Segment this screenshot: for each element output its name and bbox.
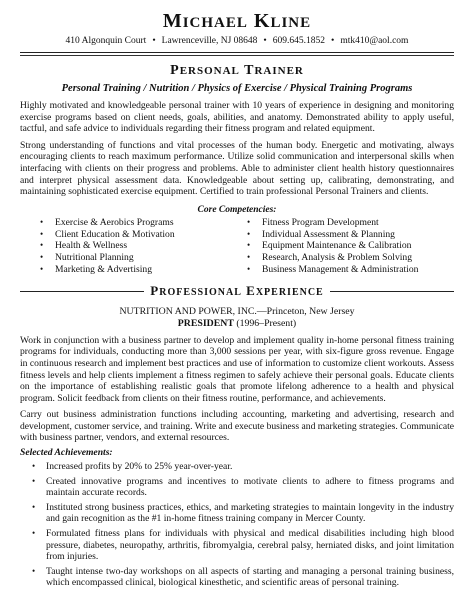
bullet-icon: • <box>32 565 36 576</box>
bullet-icon: • <box>40 240 44 251</box>
employer-line: NUTRITION AND POWER, INC.—Princeton, New Jersey <box>119 305 355 317</box>
bullet-icon: • <box>32 475 36 486</box>
experience-header <box>20 284 454 300</box>
contact-phone: 609.645.1852 <box>272 36 325 46</box>
bullet-icon: • <box>247 263 251 274</box>
competency-item: • Research, Analysis & Problem Solving <box>247 252 413 264</box>
competency-item: • Marketing & Advertising <box>40 263 152 275</box>
competencies-title: Core Competencies: <box>197 204 277 215</box>
competency-item: • Equipment Maintenance & Calibration <box>247 240 412 252</box>
summary-tagline: Personal Training / Nutrition / Physics of Exercise / Physical Training Programs <box>61 83 413 94</box>
competencies-grid <box>20 217 454 276</box>
name-first-rest: ICHAEL <box>182 15 248 31</box>
competencies-right <box>247 217 454 276</box>
competency-item: • Client Education & Motivation <box>40 228 175 240</box>
competencies-left <box>40 217 247 276</box>
achievement-item: • Created innovative programs and incentives to motivate clients to adhere to fitness programs and maintain accurate records. <box>32 475 454 499</box>
bullet-icon: • <box>247 252 251 263</box>
header-rule <box>20 52 454 53</box>
achievements-title: Selected Achievements: <box>20 447 113 459</box>
achievement-item: • Taught intense two-day workshops on all aspects of starting and managing a personal training business, which encompassed clinical, biological kinesthetic, and scientific areas of personal training. <box>32 565 454 589</box>
name-last-rest: LINE <box>270 15 312 31</box>
contact-separator: • <box>330 36 335 46</box>
summary-title: PERSONAL TRAINER <box>170 63 304 78</box>
competency-item: • Exercise & Aerobics Programs <box>40 216 174 228</box>
competency-item: • Health & Wellness <box>40 240 128 252</box>
summary-paragraph-1: Highly motivated and knowledgeable personal trainer with 10 years of experience in designing and monitoring exercise programs based on client needs, goals, abilities, and anatomy. Demonstrated ability to apply useful, tactful, and safe advice to individuals regarding their fitness program and related equipment. <box>20 100 454 135</box>
bullet-icon: • <box>40 263 44 274</box>
contact-separator: • <box>263 36 267 46</box>
name-last-initial: K <box>253 10 271 32</box>
contact-line <box>20 35 454 47</box>
contact-address: 410 Algonquin Court <box>65 36 147 46</box>
resume-page <box>0 10 474 613</box>
role-line <box>20 318 454 330</box>
achievement-item: • Increased profits by 20% to 25% year-over-year. <box>32 461 233 473</box>
contact-email: mtk410@aol.com <box>340 36 409 46</box>
summary-paragraph-2: Strong understanding of functions and vital processes of the human body. Energetic and motivating, always encouraging clients to reach maximum performance. Utilize solid communication and interpersonal skills when interfacing with clients on their progress and problems. Able to administer client health history questionnaires and interpret physical assessment data. Knowledgeable about setting up, calibrating, demonstrating, and maintaining sophisticated exercise equipment. Certified to train professional Personal Trainers and clients. <box>20 139 454 198</box>
bullet-icon: • <box>40 252 44 263</box>
role-dates: (1996–Present) <box>233 317 297 329</box>
header-rule-thin <box>20 55 454 56</box>
experience-paragraph-2: Carry out business administration functions including accounting, marketing and advertising, research and development, customer service, and training. Write and execute business and marketing strategies. Communicate with business partner, vendors, and external resources. <box>20 409 454 444</box>
competency-item: • Individual Assessment & Planning <box>247 228 395 240</box>
bullet-icon: • <box>32 501 36 512</box>
bullet-icon: • <box>40 228 44 239</box>
name-first-initial: M <box>162 10 183 32</box>
bullet-icon: • <box>247 240 251 251</box>
achievement-item: • Instituted strong business practices, ethics, and marketing strategies to maintain longevity in the industry and gain recognition as the #1 in-home fitness training company in Mercer County. <box>32 501 454 525</box>
contact-city: Lawrenceville, NJ 08648 <box>161 36 258 46</box>
bullet-icon: • <box>247 228 251 239</box>
experience-paragraph-1: Work in conjunction with a business partner to develop and implement quality in-home personal fitness training programs for individuals, conducting more than 3,000 sessions per year, with six-figure gross revenue. Engage in continuous research and implement best practices and use of information to customize client workouts. Assess fitness levels and help clients implement a fitness regimen to safely achieve their personal goals. Educate clients on the importance of establishing realistic goals that promote lifelong adherence to a health and physical program. Solicit feedback from clients on their fitness routine, performance, and achievements. <box>20 334 454 404</box>
bullet-icon: • <box>32 461 36 472</box>
experience-rule-left <box>20 291 144 292</box>
competency-item: • Nutritional Planning <box>40 252 134 264</box>
contact-separator: • <box>152 36 156 46</box>
experience-title: PROFESSIONAL EXPERIENCE <box>150 282 324 298</box>
bullet-icon: • <box>32 528 36 539</box>
achievements-list <box>20 461 454 589</box>
competency-item: • Business Management & Administration <box>247 263 419 275</box>
role-title: PRESIDENT <box>177 317 234 329</box>
candidate-name <box>20 10 454 34</box>
competency-item: • Fitness Program Development <box>247 216 379 228</box>
achievement-item: • Formulated fitness plans for individuals with physical and medical disabilities including high blood pressure, diabetes, neuropathy, arthritis, fibromyalgia, cerebral palsy, herniated disks, and joint limitation from injuries. <box>32 528 454 563</box>
experience-rule-right <box>330 291 454 292</box>
bullet-icon: • <box>247 216 251 227</box>
bullet-icon: • <box>40 216 44 227</box>
